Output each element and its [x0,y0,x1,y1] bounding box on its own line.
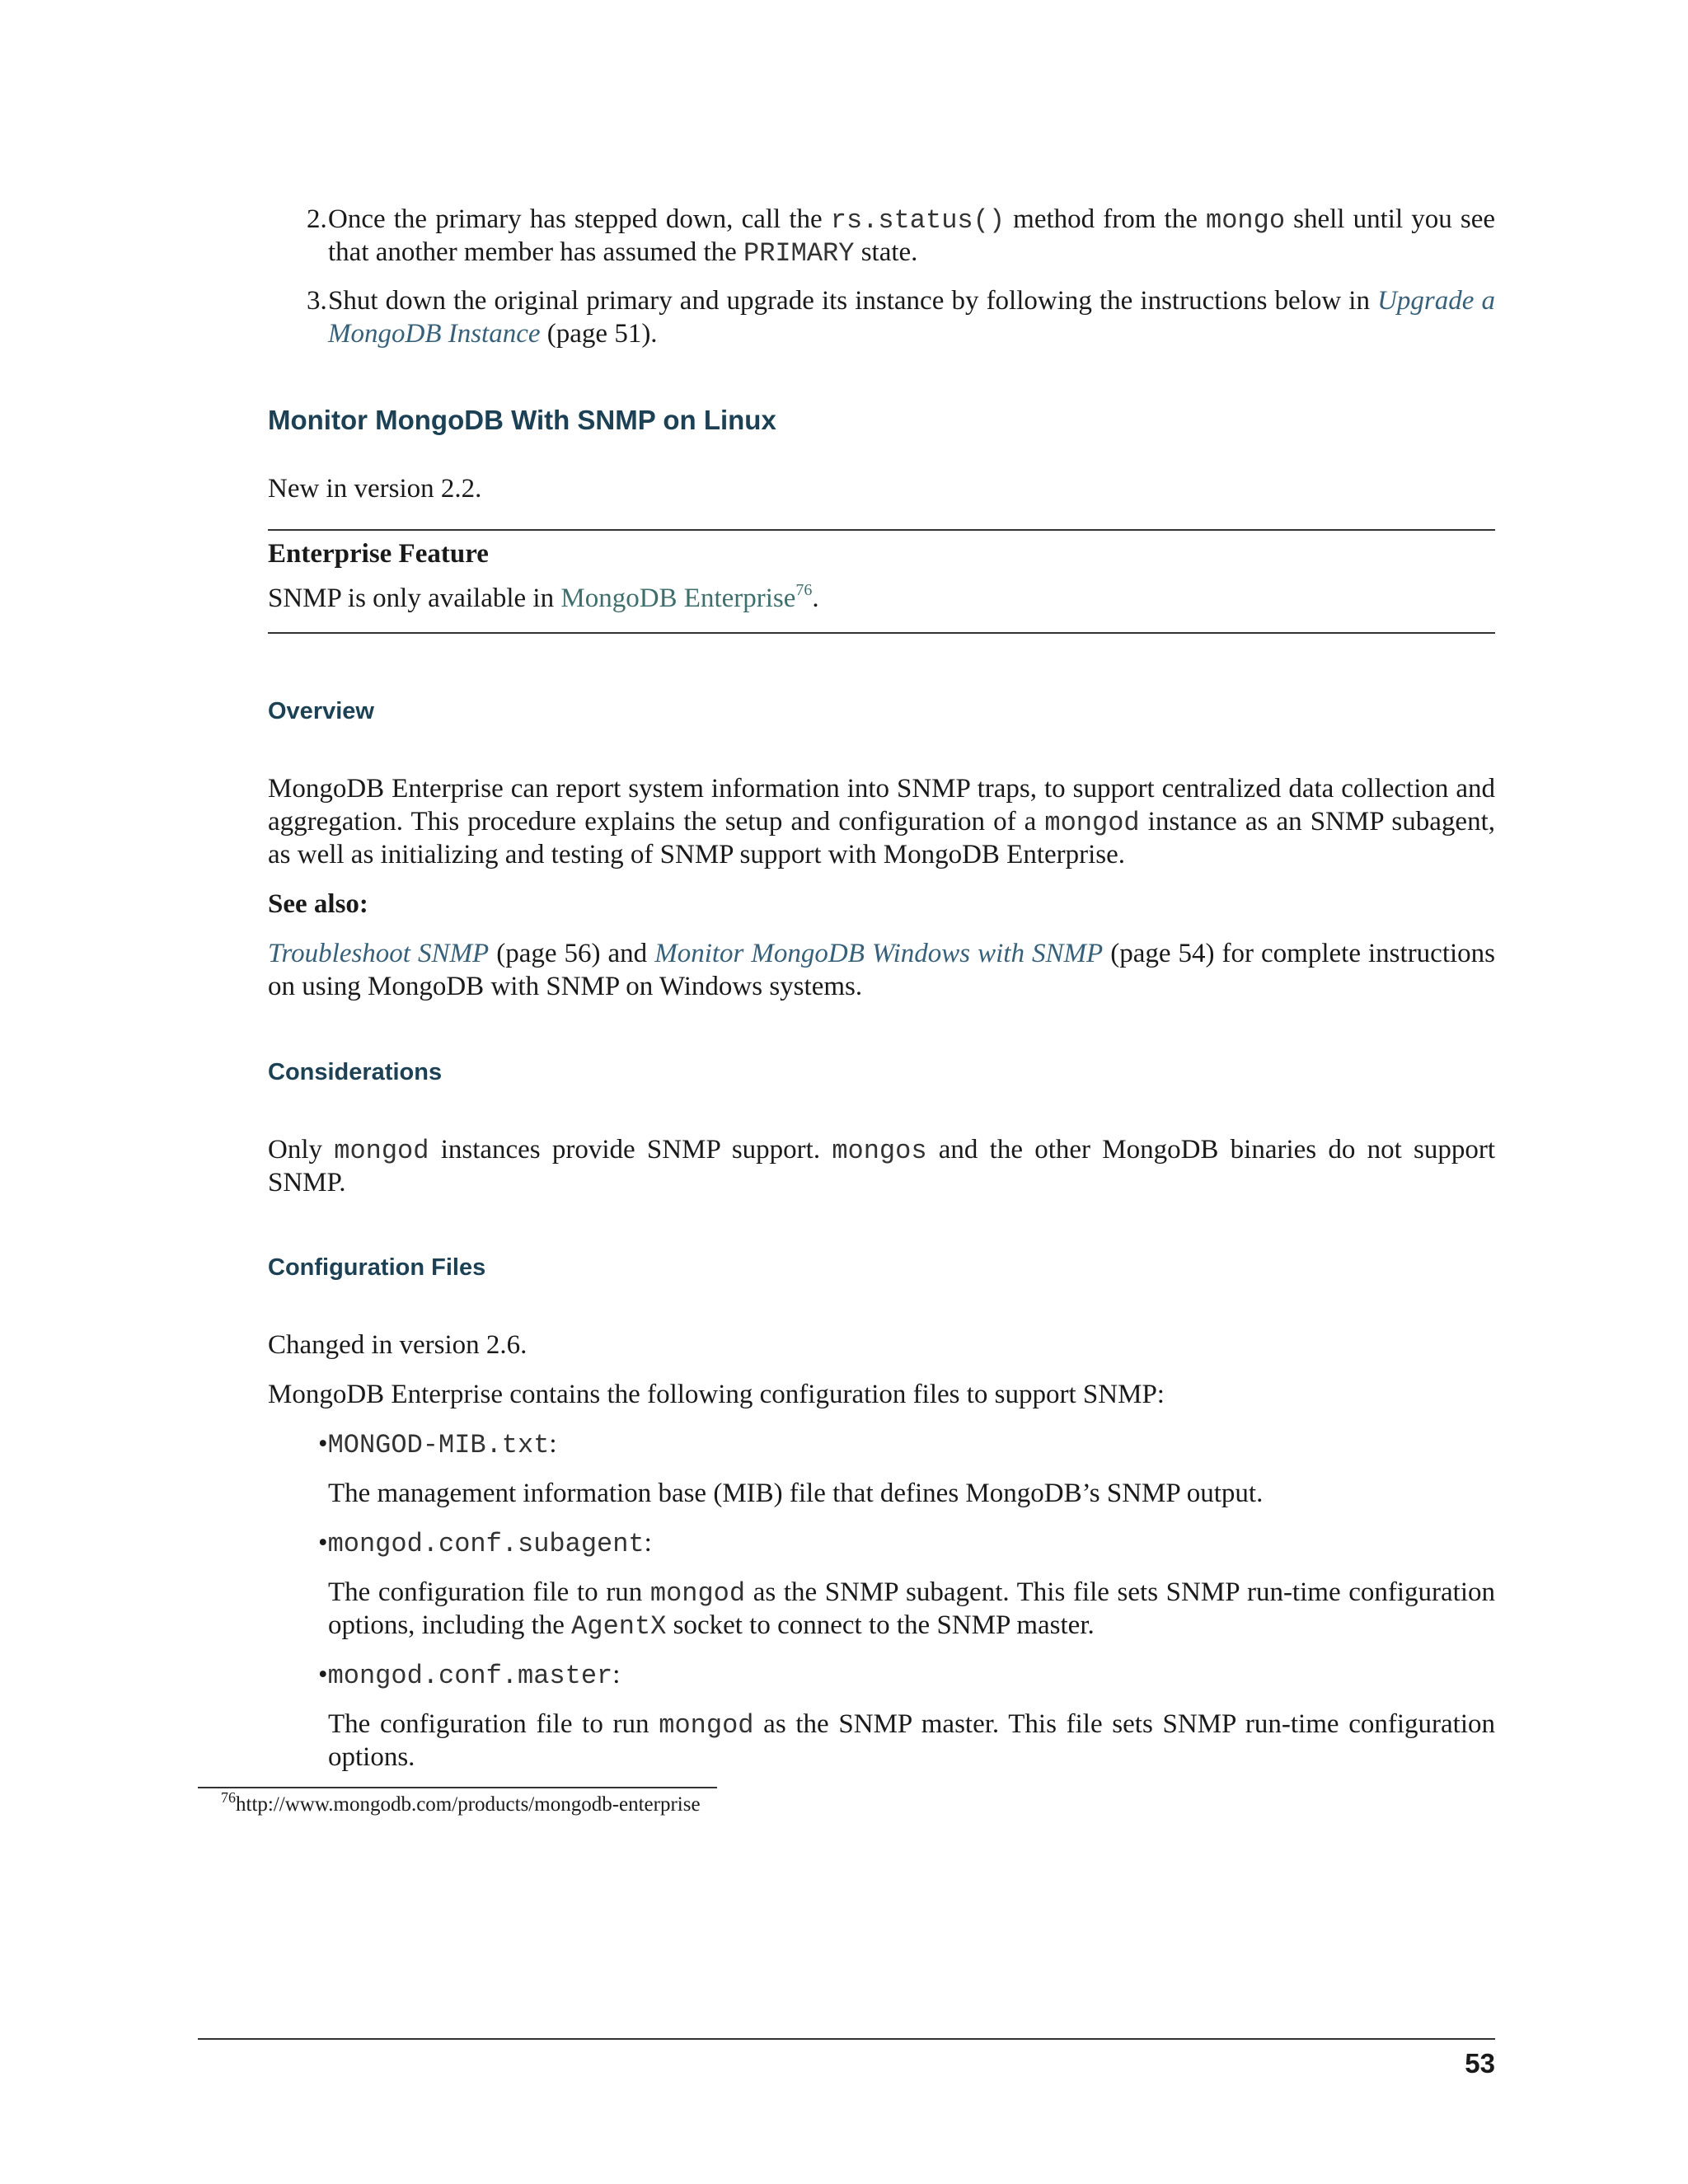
step-text-line: MongoDB Instance (page 51). [328,319,658,349]
step-number: 3. [307,286,327,316]
list-item-description: The configuration file to run mongod as the SNMP subagent. This file sets SNMP run-time configuration [328,1577,1495,1609]
see-also-text-line: Troubleshoot SNMP (page 56) and Monitor MongoDB Windows with SNMP (page 54) for complete instructions [268,939,1496,968]
list-item-description: options, including the AgentX socket to connect to the SNMP master. [328,1610,1095,1642]
see-also-text-line: on using MongoDB with SNMP on Windows systems. [268,972,863,1001]
overview-heading: Overview [268,698,374,724]
code-mongod: mongod [649,1578,746,1609]
file-name: MONGOD-MIB.txt [327,1430,550,1460]
config-version-note: Changed in version 2.6. [268,1330,528,1360]
code-agentx: AgentX [571,1611,667,1642]
code-mongos: mongos [832,1136,927,1166]
footer-rule [198,2038,1495,2040]
list-item-description: The management information base (MIB) file that defines MongoDB’s SNMP output. [328,1479,1264,1508]
link-upgrade-instance-cont[interactable]: MongoDB Instance [328,319,541,349]
link-troubleshoot-snmp[interactable]: Troubleshoot SNMP [268,939,490,968]
footnote [221,1789,701,1818]
overview-text-line: MongoDB Enterprise can report system information into SNMP traps, to support centralized data collection and [268,774,1495,804]
overview-text-line: aggregation. This procedure explains the setup and configuration of a mongod instance as an SNMP subagent, [268,807,1495,838]
list-item: •MONGOD-MIB.txt: [318,1429,557,1460]
link-mongodb-enterprise[interactable]: MongoDB Enterprise [560,583,796,613]
code-mongod: mongod [659,1710,754,1741]
bullet: • [318,1660,328,1690]
link-monitor-windows-snmp[interactable]: Monitor MongoDB Windows with SNMP [654,939,1104,968]
considerations-heading: Considerations [268,1059,443,1085]
code-mongod: mongod [1044,808,1140,838]
bullet: • [318,1429,328,1459]
code-primary: PRIMARY [743,238,855,269]
list-item-description: The configuration file to run mongod as the SNMP master. This file sets SNMP run-time configuration [328,1709,1495,1741]
section-title: Monitor MongoDB With SNMP on Linux [268,405,776,435]
list-item: •mongod.conf.master: [318,1660,621,1691]
footnote-rule [198,1787,717,1788]
code-mongo: mongo [1206,205,1286,236]
config-intro: MongoDB Enterprise contains the following configuration files to support SNMP: [268,1380,1165,1409]
list-item-description: options. [328,1742,415,1772]
config-files-heading: Configuration Files [268,1254,486,1281]
file-name: mongod.conf.master [327,1661,613,1691]
footnote-number: 76 [221,1789,236,1806]
footnote-ref[interactable]: 76 [795,581,813,599]
bullet: • [318,1528,328,1558]
considerations-text-line: SNMP. [268,1168,346,1197]
overview-text-line: as well as initializing and testing of SNMP support with MongoDB Enterprise. [268,840,1126,869]
list-item: •mongod.conf.subagent: [318,1528,652,1559]
version-note: New in version 2.2. [268,474,482,504]
step-text-line: Shut down the original primary and upgrade its instance by following the instructions below in Upgrade a [328,286,1495,316]
box-bottom-rule [268,632,1495,634]
page-number: 53 [1465,2048,1495,2079]
step-number: 2. [307,204,327,234]
file-name: mongod.conf.subagent [327,1529,645,1559]
footnote-url[interactable]: http://www.mongodb.com/products/mongodb-enterprise [236,1793,701,1816]
link-upgrade-instance[interactable]: Upgrade a [1377,286,1495,316]
code-rs-status: rs.status() [830,205,1006,236]
box-top-rule [268,529,1495,531]
enterprise-box-title: Enterprise Feature [268,539,489,569]
code-mongod: mongod [334,1136,429,1166]
enterprise-box-text: SNMP is only available in MongoDB Enterprise$^{76}$. [268,581,819,613]
step-text-line: that another member has assumed the PRIMARY state. [328,237,918,269]
considerations-text-line: Only mongod instances provide SNMP support. mongos and the other MongoDB binaries do not support [268,1135,1495,1166]
see-also-label: See also: [268,889,368,919]
step-text-line: Once the primary has stepped down, call the rs.status() method from the mongo shell until you see [328,204,1496,236]
